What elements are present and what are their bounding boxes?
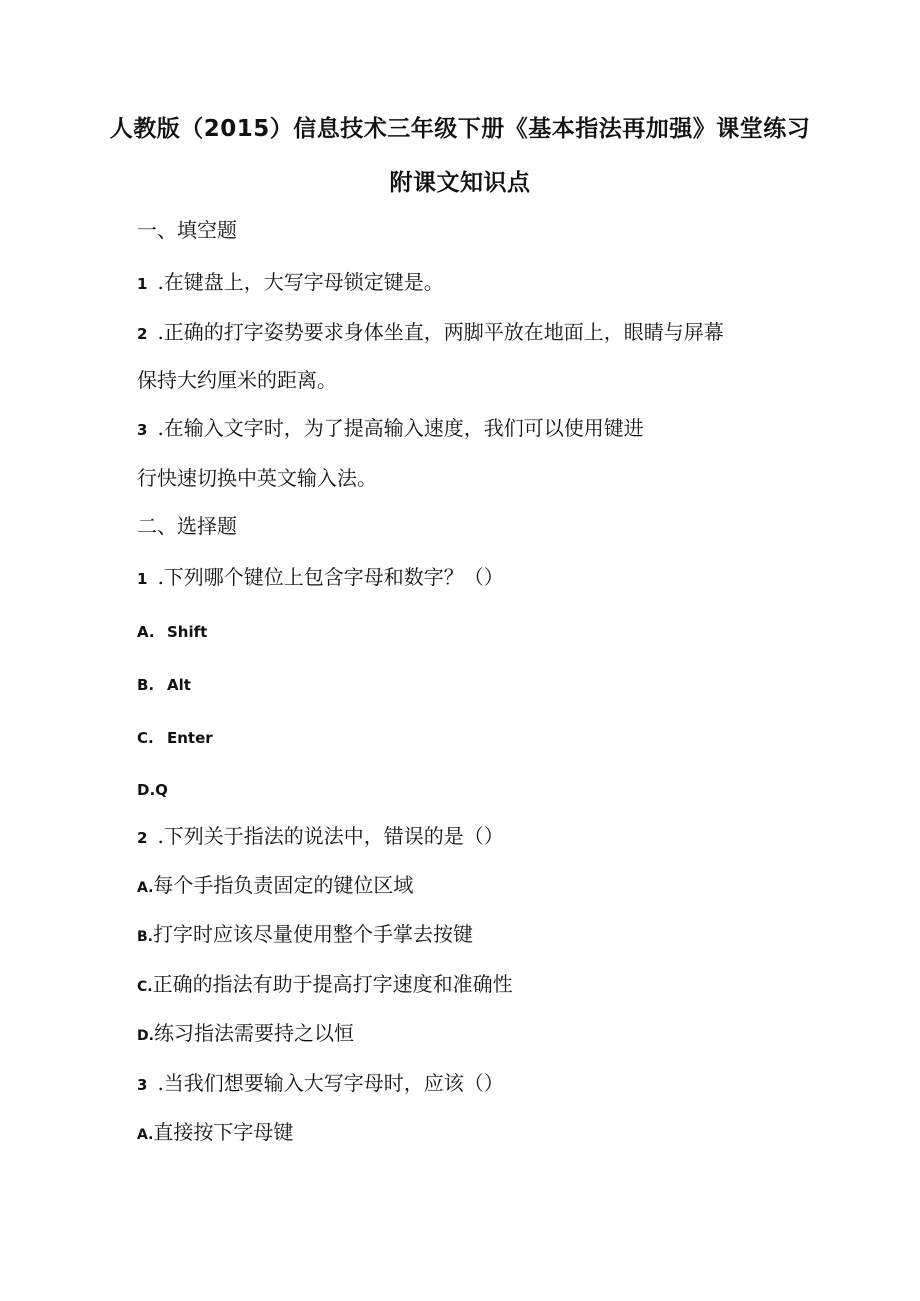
document-title-line2: 附课文知识点	[389, 170, 531, 196]
option-c	[137, 729, 213, 747]
question-number: 1	[137, 570, 148, 588]
option-letter: C.	[137, 729, 154, 747]
option-letter: A.	[137, 880, 154, 896]
option-d	[137, 1021, 354, 1045]
option-text: 直接按下字母键	[153, 1120, 294, 1144]
option-b	[137, 922, 473, 946]
question-text: .下列哪个键位上包含字母和数字？（）	[157, 565, 504, 589]
option-letter: A.	[137, 623, 155, 641]
fill-question-3	[137, 416, 644, 440]
option-letter: C.	[137, 979, 153, 995]
section-heading-choice: 二、选择题	[137, 514, 237, 538]
option-text: 练习指法需要持之以恒	[153, 1021, 354, 1045]
question-number: 2	[137, 829, 148, 847]
question-text: .在输入文字时，为了提高输入速度，我们可以使用键进	[157, 416, 644, 440]
option-text: Shift	[167, 623, 208, 641]
option-letter: D.	[137, 1028, 154, 1044]
question-number: 3	[137, 1076, 148, 1094]
option-c	[137, 972, 513, 996]
fill-question-2-continued: 保持大约厘米的距离。	[137, 368, 337, 392]
option-letter: D.Q	[137, 781, 168, 799]
question-text: .下列关于指法的说法中，错误的是（）	[157, 824, 504, 848]
question-text: .当我们想要输入大写字母时，应该（）	[157, 1071, 504, 1095]
option-text: 正确的指法有助于提高打字速度和准确性	[152, 972, 513, 996]
section-heading-fill-blank: 一、填空题	[137, 218, 237, 242]
choice-question-2	[137, 824, 504, 848]
option-a	[137, 873, 413, 897]
fill-question-3-continued: 行快速切换中英文输入法。	[137, 466, 377, 490]
fill-question-1	[137, 270, 444, 294]
option-letter: B.	[137, 929, 153, 945]
option-text: 每个手指负责固定的键位区域	[153, 873, 414, 897]
option-a	[137, 1120, 293, 1144]
choice-question-1	[137, 565, 504, 589]
question-number: 2	[137, 325, 148, 343]
option-b	[137, 676, 191, 694]
question-text: .在键盘上，大写字母锁定键是。	[157, 270, 444, 294]
question-text: .正确的打字姿势要求身体坐直，两脚平放在地面上，眼睛与屏幕	[157, 320, 724, 344]
option-text: 打字时应该尽量使用整个手掌去按键	[153, 922, 473, 946]
option-text: Alt	[167, 676, 191, 694]
question-number: 3	[137, 421, 148, 439]
question-number: 1	[137, 275, 148, 293]
fill-question-2	[137, 320, 724, 344]
option-a	[137, 623, 207, 641]
choice-question-3	[137, 1071, 504, 1095]
option-letter: A.	[137, 1127, 154, 1143]
option-letter: B.	[137, 676, 155, 694]
option-d	[137, 781, 168, 799]
option-text: Enter	[167, 729, 213, 747]
document-title-line1: 人教版（2015）信息技术三年级下册《基本指法再加强》课堂练习	[109, 116, 811, 142]
